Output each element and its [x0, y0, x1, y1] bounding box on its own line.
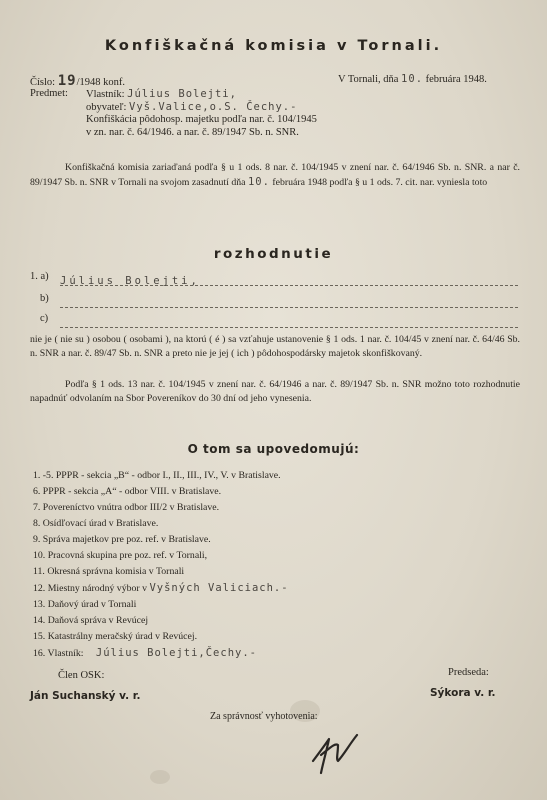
verification-label: Za správnosť vyhotovenia: — [210, 711, 318, 722]
distribution-item: 6. PPPR - sekcia „A“ - odbor VIII. v Bratislave. — [33, 486, 222, 497]
row-b-label: b) — [40, 293, 49, 304]
distribution-item-text: 12. Miestny národný výbor v — [33, 583, 148, 594]
vlastnik-row — [86, 88, 237, 100]
row-1a-label: 1. a) — [30, 271, 49, 282]
predseda-label: Predseda: — [448, 667, 489, 678]
clen-label: Člen OSK: — [58, 670, 105, 681]
obyvatel-value: Vyš.Valice,o.S. Čechy.- — [129, 101, 298, 113]
distribution-item-16 — [33, 645, 289, 662]
distribution-heading: O tom sa upovedomujú: — [187, 442, 360, 456]
row-1a-value: Július Bolejti, — [60, 275, 200, 287]
subject-line-3: Konfiškácia pôdohosp. majetku podľa nar. č. 104/1945 — [86, 114, 317, 125]
distribution-item-16-typed: Július Bolejti,Čechy.- — [95, 647, 257, 659]
distribution-item: 8. Osídľovací úrad v Bratislave. — [33, 518, 159, 529]
row-1a-field — [60, 271, 518, 286]
cislo-value: 19 — [57, 73, 77, 89]
vlastnik-value: Július Bolejti, — [127, 88, 237, 100]
distribution-item: 14. Daňová správa v Revúcej — [33, 615, 149, 626]
cislo-suffix: /1948 konf. — [76, 77, 125, 88]
paper-stain — [150, 770, 170, 784]
date-day: 10. — [401, 73, 424, 85]
predmet-label: Predmet: — [30, 88, 68, 99]
distribution-item: 7. Povereníctvo vnútra odbor III/2 v Bratislave. — [33, 502, 220, 513]
decision-paragraph-1: nie je ( nie su ) osobou ( osobami ), na ktorú ( é ) sa vzťahuje ustanovenie § 1 ods. 1 nar. č. 104/45 v znení nar. č. 64/46 Sb. n. SNR a nar. č. 89/47 Sb. n. SNR a preto nie je jej ( ich ) pôdohospodársky majetok skonfiškovaný. — [30, 334, 520, 359]
distribution-item: 9. Správa majetkov pre poz. ref. v Bratislave. — [33, 534, 211, 545]
cislo-label: Číslo: — [30, 77, 56, 88]
obyvatel-label: obyvateľ: — [86, 102, 127, 113]
distribution-item: 10. Pracovná skupina pre poz. ref. v Tornali, — [33, 550, 208, 561]
row-c-label: c) — [40, 313, 49, 324]
intro-text-a: Konfiškačná komisia zariaďaná podľa § u 1 ods. 8 nar. č. 104/1945 v znení nar. č. 64/1946 Sb. n. SNR. a nar č. 89/1947 Sb. n. SNR v Tornali na svojom zasadnutí dňa — [30, 162, 520, 188]
obyvatel-row — [86, 101, 297, 113]
distribution-item: 15. Katastrálny meračský úrad v Revúcej. — [33, 631, 198, 642]
handwritten-signature — [305, 725, 385, 780]
document-title: Konfiškačná komisia v Tornali. — [104, 38, 443, 54]
distribution-item-text: 16. Vlastník: — [33, 648, 84, 659]
distribution-list — [33, 468, 289, 662]
decision-heading: rozhodnutie — [213, 246, 334, 262]
place-date-prefix: V Tornali, dňa — [338, 74, 399, 85]
place-date — [338, 73, 487, 85]
predseda-name: Sýkora v. r. — [430, 687, 496, 699]
date-month-year: februára 1948. — [425, 74, 487, 85]
row-b-field — [60, 293, 518, 308]
subject-line-4: v zn. nar. č. 64/1946. a nar. č. 89/1947 Sb. n. SNR. — [86, 127, 299, 138]
distribution-item: 11. Okresná správna komisia v Tornali — [33, 566, 185, 577]
distribution-item: 13. Daňový úrad v Tornali — [33, 599, 137, 610]
intro-paragraph — [30, 161, 520, 190]
distribution-item-12 — [33, 580, 289, 597]
vlastnik-label: Vlastník: — [86, 89, 125, 100]
distribution-item: 1. -5. PPPR - sekcia „B“ - odbor I., II., III., IV., V. v Bratislave. — [33, 470, 281, 481]
row-c-field — [60, 313, 518, 328]
clen-name: Ján Suchanský v. r. — [30, 690, 141, 702]
distribution-item-12-typed: Vyšných Valiciach.- — [149, 582, 289, 594]
reference-number — [30, 73, 125, 89]
intro-text-b: februára 1948 podľa § u 1 ods. 7. cit. nar. vyniesla toto — [272, 177, 488, 188]
decision-paragraph-2: Podľa § 1 ods. 13 nar. č. 104/1945 v znení nar. č. 64/1946 a nar. č. 89/1947 Sb. n. SNR možno toto rozhodnutie napadnúť odvolaním na Sbor Povereníkov do 30 dní od jeho vynesenia. — [30, 379, 520, 404]
intro-day: 10. — [247, 176, 270, 188]
